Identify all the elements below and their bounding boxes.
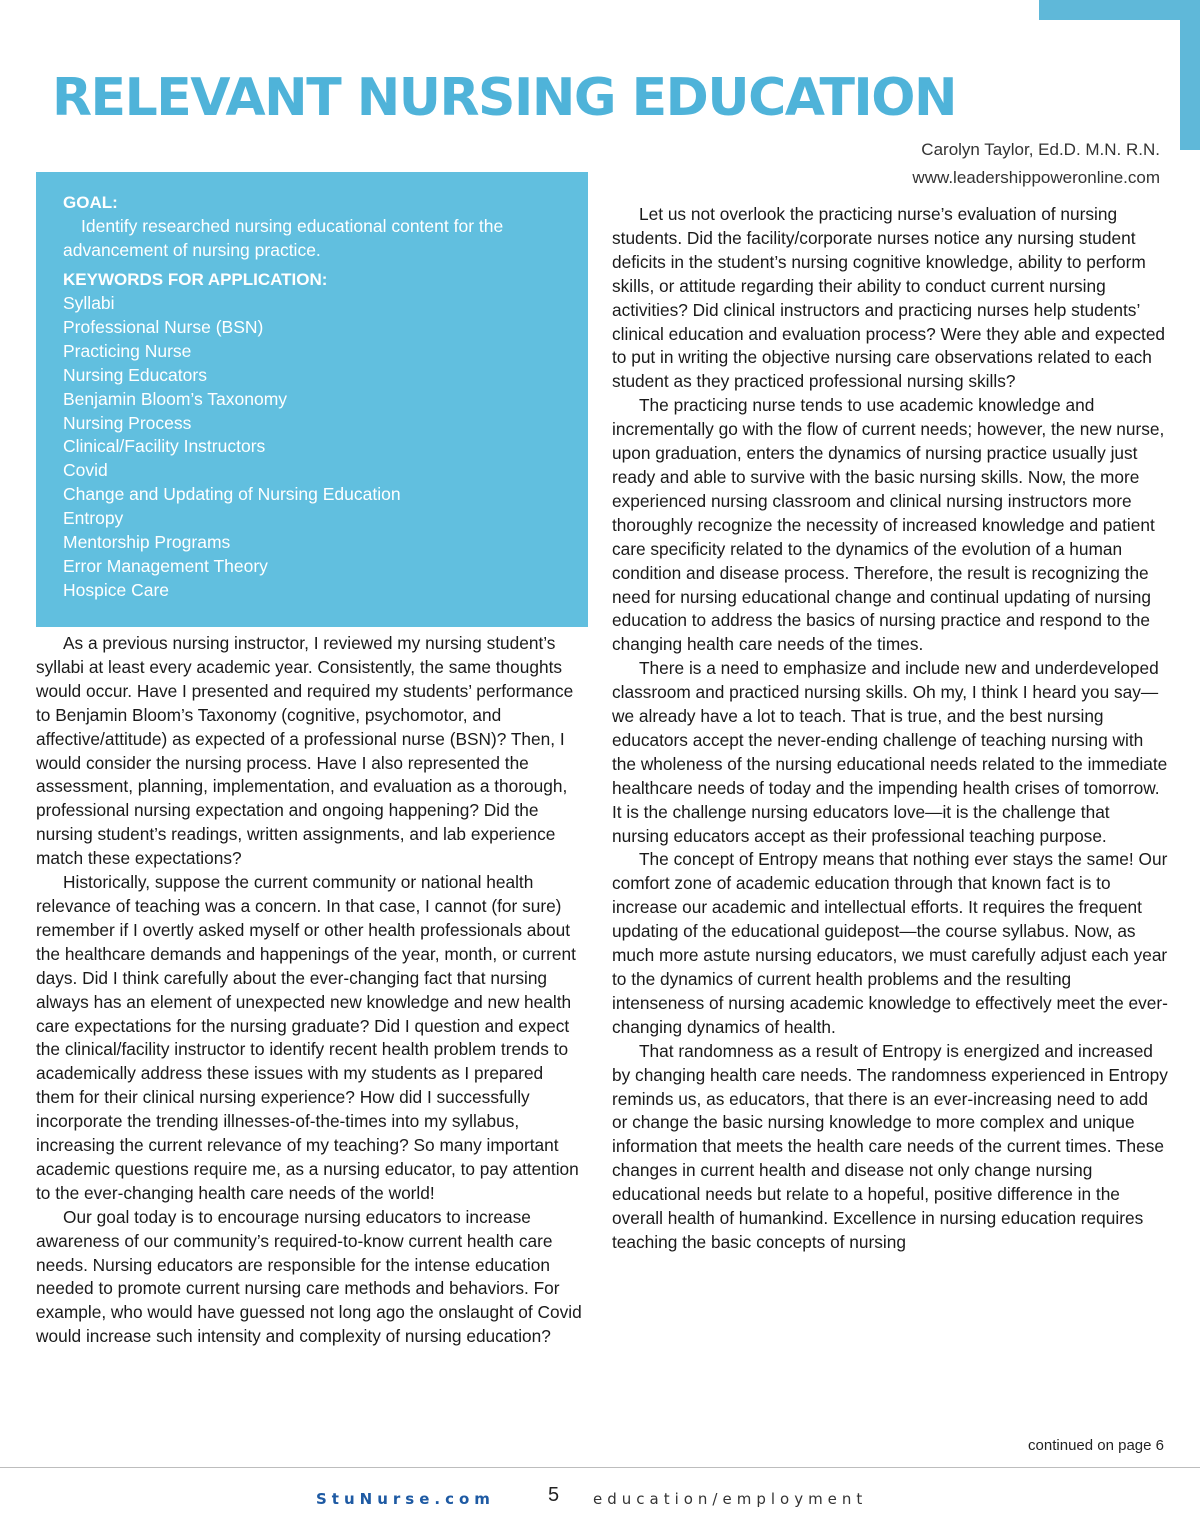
keyword-item: Hospice Care xyxy=(63,579,170,600)
left-column xyxy=(36,632,584,1349)
author-website[interactable]: www.leadershippoweronline.com xyxy=(912,168,1160,187)
keyword-item: Nursing Educators xyxy=(63,364,207,385)
keyword-item: Clinical/Facility Instructors xyxy=(63,436,266,457)
page-footer xyxy=(0,1484,1200,1512)
right-column xyxy=(612,203,1168,1255)
keyword-item: Practicing Nurse xyxy=(63,340,192,361)
continued-note: continued on page 6 xyxy=(1028,1437,1164,1454)
corner-accent-side xyxy=(1180,0,1200,150)
body-paragraph: Let us not overlook the practicing nurse’s evaluation of nursing students. Did the facility/corporate nurses notice any nursing student deficits in the student’s nursing cognitive knowledge, ability to perform skills, or attitude regarding their ability to conduct current nursing activities? Did clinical instructors and practicing nurses help students’ clinical education and evaluation process? Were they able and expected to put in writing the objective nursing care observations related to each student as they practiced professional nursing skills? xyxy=(612,204,1166,392)
keyword-item: Entropy xyxy=(63,508,124,529)
page-number: 5 xyxy=(548,1484,560,1506)
keyword-list xyxy=(63,292,568,603)
body-paragraph: Historically, suppose the current community or national health relevance of teaching was a concern. In that case, I cannot (for sure) remember if I overtly asked myself or other health professionals about the healthcare demands and happenings of the year, month, or current days. Did I think carefully about the ever-changing fact that nursing always has an element of unexpected new knowledge and new health care expectations for the nursing graduate? Did I question and expect the clinical/facility instructor to identify recent health problem trends to academically address these issues with my students as I prepared them for their clinical nursing experience? How did I successfully incorporate the trending illnesses-of-the-times into my syllabus, increasing the current relevance of my teaching? So many important academic questions require me, as a nursing educator, to pay attention to the ever-changing health care needs of the world! xyxy=(36,872,579,1203)
body-paragraph: Our goal today is to encourage nursing educators to increase awareness of our community’s required-to-know current health care needs. Nursing educators are responsible for the intense education needed to promote current nursing care methods and behaviors. For example, who would have guessed not long ago the onslaught of Covid would increase such intensity and complexity of nursing education? xyxy=(36,1206,582,1347)
keyword-item: Professional Nurse (BSN) xyxy=(63,316,264,337)
footer-divider xyxy=(0,1467,1200,1468)
body-paragraph: That randomness as a result of Entropy is energized and increased by changing health care needs. The randomness experienced in Entropy reminds us, as educators, that there is an ever-increasing need to add or change the basic nursing knowledge to more complex and unique information that meets the health care needs of the current times. These changes in current health and disease not only change nursing educational needs but relate to a hopeful, positive difference in the overall health of humankind. Excellence in nursing education requires teaching the basic concepts of nursing xyxy=(612,1040,1168,1252)
keyword-item: Mentorship Programs xyxy=(63,532,231,553)
keywords-label: KEYWORDS FOR APPLICATION: xyxy=(63,270,328,289)
footer-section: education/employment xyxy=(593,1490,868,1508)
byline xyxy=(912,136,1160,192)
article-title: RELEVANT NURSING EDUCATION xyxy=(52,68,956,128)
goal-box xyxy=(36,172,588,627)
body-paragraph: The concept of Entropy means that nothing ever stays the same! Our comfort zone of academic education through that known fact is to increase our academic and intellectual efforts. It requires the frequent updating of the educational guidepost—the course syllabus. Now, as much more astute nursing educators, we must carefully adjust each year to the dynamics of current health problems and the resulting intenseness of nursing academic knowledge to effectively meet the ever-changing dynamics of health. xyxy=(612,849,1168,1037)
goal-label: GOAL: xyxy=(63,193,118,212)
keyword-item: Covid xyxy=(63,460,108,481)
keyword-item: Syllabi xyxy=(63,293,115,313)
goal-text: Identify researched nursing educational content for the advancement of nursing practice. xyxy=(63,216,504,260)
keyword-item: Change and Updating of Nursing Education xyxy=(63,484,401,505)
keyword-item: Error Management Theory xyxy=(63,555,268,576)
author-name: Carolyn Taylor, Ed.D. M.N. R.N. xyxy=(921,140,1160,159)
body-paragraph: As a previous nursing instructor, I reviewed my nursing student’s syllabi at least every academic year. Consistently, the same thoughts would occur. Have I presented and required my students’ performance to Benjamin Bloom’s Taxonomy (cognitive, psychomotor, and affective/attitude) as expected of a professional nurse (BSN)? Then, I would consider the nursing process. Have I also represented the assessment, planning, implementation, and evaluation as a thorough, professional nursing expectation and ongoing happening? Did the nursing student’s readings, written assignments, and lab experience match these expectations? xyxy=(36,633,574,869)
footer-brand: StuNurse.com xyxy=(316,1490,495,1508)
body-paragraph: The practicing nurse tends to use academic knowledge and incrementally go with the flow of current needs; however, the new nurse, upon graduation, enters the dynamics of nursing practice usually just ready and able to survive with the basic nursing skills. Now, the more experienced nursing classroom and clinical nursing instructors more thoroughly recognize the necessity of increased knowledge and patient care specificity related to the dynamics of the evolution of a human condition and disease process. Therefore, the result is recognizing the need for nursing educational change and continual updating of nursing education to address the basics of nursing practice and respond to the changing health care needs of the times. xyxy=(612,395,1165,655)
keyword-item: Nursing Process xyxy=(63,412,192,433)
corner-accent-bar xyxy=(1039,0,1200,20)
body-paragraph: There is a need to emphasize and include new and underdeveloped classroom and practiced nursing skills. Oh my, I think I heard you say—we already have a lot to teach. That is true, and the best nursing educators accept the never-ending challenge of teaching nursing with the wholeness of the nursing educational needs related to the immediate healthcare needs of today and the impending health crises of tomorrow. It is the challenge nursing educators love—it is the challenge that nursing educators accept as their professional teaching purpose. xyxy=(612,658,1168,846)
keyword-item: Benjamin Bloom’s Taxonomy xyxy=(63,388,288,409)
